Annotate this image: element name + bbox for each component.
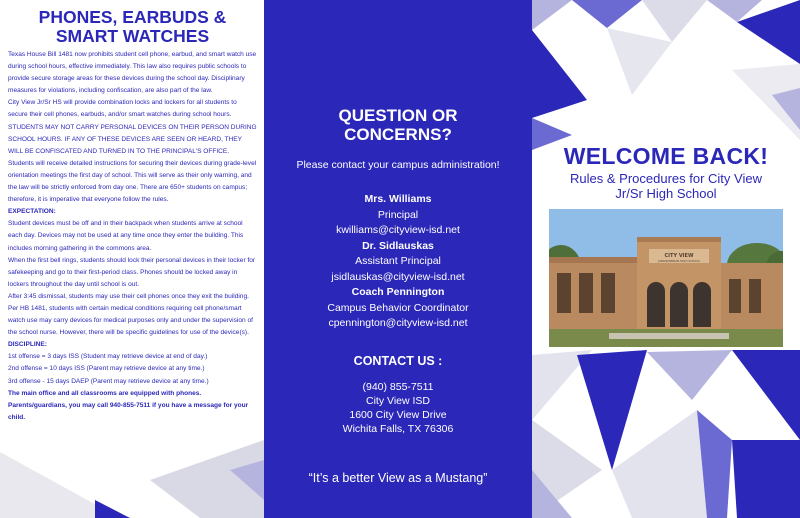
- welcome-title: WELCOME BACK!: [563, 143, 769, 169]
- welcome-subtitle: Rules & Procedures for City View Jr/Sr High School: [570, 171, 762, 201]
- questions-title: [264, 0, 532, 144]
- phones-title: [8, 8, 257, 46]
- street-address: 1600 City View Drive: [349, 408, 447, 421]
- expectation-heading: EXPECTATION:: [8, 208, 56, 216]
- contact-entry: [264, 285, 532, 332]
- contact-email: jsidlauskas@cityview-isd.net: [331, 270, 465, 283]
- phones-policy-text: [8, 49, 257, 424]
- expectation-item: Student devices must be off and in their backpack when students arrive at school each day. Devices may not be used at any time once they enter the building. This includes morning gathering in the commons area.: [8, 220, 244, 252]
- contact-list: [264, 192, 532, 332]
- discipline-item: 1st offense = 3 days ISS (Student may retrieve device at end of day.): [8, 353, 208, 361]
- lockers-paragraph: City View Jr/Sr HS will provide combination locks and lockers for all students to secure their cell phones, earbuds, and/or smart watches during school hours. STUDENTS MAY NOT CARRY PERSONAL DEVICES ON THEIR PERSON DURING SCHOOL HOURS. IF ANY OF THESE DEVICES ARE SEEN OR HEARD, THEY WILL BE CONFISCATED AND TURNED IN TO THE PRINCIPAL'S OFFICE.: [8, 99, 257, 155]
- phone-number: (940) 855-7511: [362, 380, 434, 393]
- contact-name: Dr. Sidlauskas: [362, 239, 434, 252]
- mustang-quote: “It’s a better View as a Mustang”: [308, 471, 488, 485]
- middle-panel: [264, 0, 532, 518]
- right-panel: [532, 0, 800, 518]
- left-panel: [0, 0, 264, 518]
- contact-entry: [264, 192, 532, 239]
- contact-role: Campus Behavior Coordinator: [327, 301, 469, 314]
- contact-role: Principal: [377, 208, 419, 221]
- discipline-item: 3rd offense - 15 days DAEP (Parent may retrieve device at any time.): [8, 377, 209, 385]
- contact-name: Mrs. Williams: [364, 193, 432, 205]
- contact-entry: [264, 239, 532, 286]
- school-sign-line1: CITY VIEW: [664, 253, 694, 259]
- contact-email: kwilliams@cityview-isd.net: [336, 224, 460, 236]
- expectation-item: When the first bell rings, students should lock their personal devices in their locker for safekeeping and go to their first-period class. Phones should be locked away in lockers throughout the day until school is out.: [8, 256, 256, 288]
- address-block: [264, 380, 532, 436]
- organization-name: City View ISD: [366, 394, 430, 407]
- final-note: The main office and all classrooms are equipped with phones. Parents/guardians, you may call 940-855-7511 if you have a message for your child.: [8, 389, 249, 421]
- city-state-zip: Wichita Falls, TX 76306: [342, 422, 454, 435]
- questions-title-line1: QUESTION OR: [338, 106, 458, 125]
- discipline-item: 2nd offense = 10 days ISS (Parent may retrieve device at any time.): [8, 365, 205, 373]
- expectation-item: Per HB 1481, students with certain medical conditions requiring cell phone/smart watch use may carry devices for medical purposes only and under the supervision of the school nurse. However, there will be specific guidelines for use of the device(s).: [8, 304, 253, 337]
- phones-title-line2: SMART WATCHES: [55, 26, 210, 46]
- intro-paragraph: Texas House Bill 1481 now prohibits student cell phone, earbud, and smart watch use during school hours, effective immediately. This law also requires public schools to provide secure storage areas for these devices during the school day. Disciplinary measures for violations, including confiscation, are also part of the law.: [8, 51, 257, 95]
- contact-role: Assistant Principal: [355, 255, 441, 267]
- contact-us-heading: CONTACT US :: [353, 353, 443, 368]
- contact-name: Coach Pennington: [351, 286, 445, 298]
- expectation-item: After 3:45 dismissal, students may use their cell phones once they exit the building.: [8, 292, 249, 300]
- contact-prompt: Please contact your campus administration!: [296, 159, 500, 171]
- school-sign-line2: JUNIOR/SENIOR HIGH SCHOOL: [657, 259, 701, 263]
- school-building-photo: [549, 209, 783, 347]
- phones-title-line1: PHONES, EARBUDS &: [38, 7, 227, 27]
- discipline-heading: DISCIPLINE:: [8, 341, 47, 349]
- instructions-paragraph: Students will receive detailed instructions for securing their devices during grade-level orientation meetings the first day of school. This will serve as their only warning, and the law will be strictly enforced from day one. There are 650+ students on campus; therefore, it is imperative that everyone follow the rules.: [8, 159, 257, 204]
- contact-email: cpennington@cityview-isd.net: [328, 317, 468, 329]
- questions-title-line2: CONCERNS?: [344, 125, 452, 144]
